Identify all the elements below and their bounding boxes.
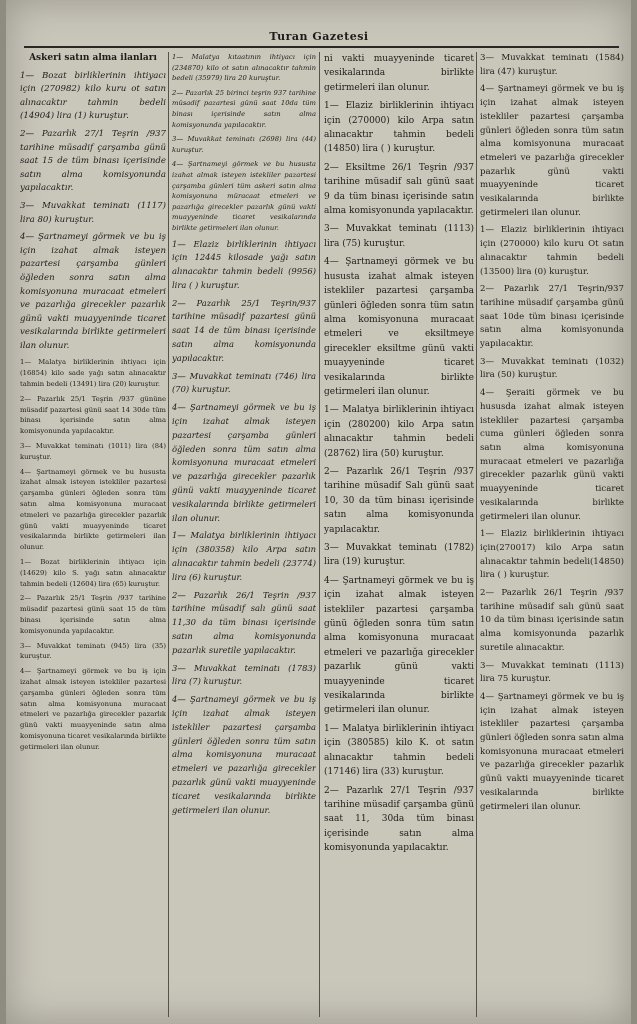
notice-paragraph: 1— Malatya kıtaatının ihtiyacı için (234870) kilo ot satın alınacaktır tahmin bedeli (35979) lira 20 kuruştur. (172, 53, 316, 83)
notice-paragraph: 1— Malatya birliklerinin ihtiyacı için (380358) kilo Arpa satın alınacaktır tahmin bedeli (23774) lira (6) kuruştur. (172, 530, 316, 582)
notice-paragraph: 3— Muvakkat teminatı (2698) lira (44) kuruştur. (172, 135, 316, 154)
notice-paragraph: 2— Pazarlık 25 birinci teşrin 937 tarihine müsadif pazartesi günü saat 10da tüm binası içerisinde satın alma komisyonunda yapılacaktır. (172, 88, 316, 129)
column-2 (172, 52, 316, 1022)
column-divider (168, 52, 169, 1017)
notice-paragraph: 4— Şartnameyi görmek ve bu iş için izahat almak isteyen istekliler pazartesi çarşamba günü öğleden sonra tüm satın alma komisyonuna muracaat etmeleri ve pazarlığa girecekler pazarlık günü vakti muayyeninde ticaret vesikalarında birlikte getirmeleri ilan olunur. (324, 575, 474, 716)
notice-paragraph: 2— Pazarlık 27/1 Teşrin /937 tarihine müsadif çarşamba günü saat 11, 30da tüm binası içerisinde satın alma komisyonunda yapılacaktır. (324, 785, 474, 854)
notice-paragraph: ni vakti muayyeninde ticaret vesikalarında birlikte getirmeleri ilan olunur. (324, 54, 474, 93)
notice-paragraph: 4— Şartnameyi görmek ve bu hususta izahat almak isteyen istekliler pazartesi çarşamba günleri öğleden sonra tüm satın alma komisyonuna muracaat etmeleri ve pazarlığa girecekler pazarlık günü vakti muayyeninde ticaret vesikalarında birlikte getirmeleri ilan olunur. (20, 467, 166, 552)
notice-paragraph: 4— Şartnameyi görmek ve bu iş için izahat almak isteyen pazartesi çarşamba günleri öğleden sonra tüm satın alma komisyonuna muracaat etmeleri ve pazarlığa girecekler pazarlık günü vakti muayyeninde ticaret vesikalarında birlikte getirmeleri ilan olunur. (172, 402, 316, 523)
notice-paragraph: 4— Şartnameyi görmek ve bu hususta izahat almak isteyen istekliler pazartesi çarşamba günleri tüm askeri satın alma komisyonuna müracaat etmeleri ve pazarlığa girecekler pazarlık günü vakti muayyeninde ticaret vesikalarında birlikte getirmeleri ilan olunur. (172, 160, 316, 232)
notice-paragraph: 3— Muvakkat teminatı (1113) lira (75) kuruştur. (324, 224, 474, 249)
notice-paragraph: 4— Şartnameyi görmek ve bu iş için izahat almak isteyen istekliler pazartesi çarşamba günleri öğleden sonra satın alma komisyonuna muracaat etmeleri ve pazarlığa girecekler pazarlık günü vakti muayyeninde ticaret vesikalarında birlikte getirmeleri ilan olunur. (480, 691, 624, 812)
column-divider (319, 52, 320, 1017)
notice-paragraph: 3— Muvakkat teminatı (1117) lira 80) kuruştur. (20, 200, 166, 225)
notice-paragraph: 1— Malatya birliklerinin ihtiyacı için (16854) kilo sade yağı satın alınacaktır tahmin bedeli (13491) lira (20) kuruştur. (20, 358, 166, 389)
notice-paragraph: 4— Şartnameyi görmek ve bu hususta izahat almak isteyen istekliler pazartesi çarşamba günleri öğleden sonra tüm satın alma komisyonuna muracaat etmeleri ve eksiltmeye girecekler eksiltme günü vakti muayyeninde ticaret vesikalarında birlikte getirmeleri ilan olunur. (324, 257, 474, 397)
notice-paragraph: 3— Muvakkat teminatı (1113) lira 75 kuruştur. (480, 660, 624, 685)
notice-paragraph: 3— Muvakkat teminatı (1782) lira (19) kuruştur. (324, 543, 474, 568)
masthead-rule (24, 46, 619, 48)
notice-paragraph: 3— Muvakkat teminatı (746) lira (70) kuruştur. (172, 370, 316, 395)
notice-paragraph: 1— Bozat birliklerinin ihtiyacı için (14629) kilo S. yağı satın alınacaktır tahmin bedeli (12604) lira (65) kuruştur. (20, 558, 166, 588)
notice-paragraph: 3— Muvakkat teminatı (1011) lira (84) kuruştur. (20, 442, 166, 461)
notice-paragraph: 2— Pazarlık 25/1 Teşrin /937 tarihine müsadif pazartesi günü saat 15 de tüm binası içerisinde satın alma komisyonunda yapılacaktır. (20, 594, 166, 635)
notice-paragraph: 4— Şartnameyi görmek ve bu iş için izahat almak isteyen istekliler pazartesi çarşamba günleri öğleden sonra tüm satın alma komisyonuna muracaat etmeleri ve pazarlığa girecekler pazarlık günü vakti muayyeninde ticaret vesikalarında birlikte getirmeleri ilan olunur. (480, 84, 624, 218)
notice-paragraph: 1— Elaziz birliklerinin ihtiyacı için (270000) kilo kuru Ot satın alınacaktır tahmin bedeli (13500) lira (0) kuruştur. (480, 225, 624, 277)
notice-paragraph: 3— Muvakkat teminatı (1783) lira (7) kuruştur. (172, 662, 316, 687)
newspaper-page (6, 0, 631, 1024)
notice-paragraph: 1— Malatya birliklerinin ihtiyacı için (380585) kilo K. ot satın alınacaktır tahmin bedeli (17146) lira (33) kuruştur. (324, 723, 474, 778)
notice-paragraph: 1— Elaziz birliklerinin ihtiyacı için 12445 kilosade yağı satın alınacaktır tahmin bedeli (9956) lira ( ) kuruştur. (172, 238, 316, 290)
notice-paragraph: 2— Pazarlık 25/1 Teşrin /937 gününe müsadif pazartesi günü saat 14 30de tüm binası içerisinde satın alma komisyonunda yapılacaktır. (20, 394, 166, 436)
notice-paragraph: 2— Pazarlık 27/1 Teşrin/937 tarihine müsadif çarşamba günü saat 10de tüm binası içerisinde satın alma komisyonunda yapılacaktır. (480, 284, 624, 350)
notice-paragraph: 3— Muvakkat teminatı (945) lira (35) kuruştur. (20, 641, 166, 661)
notice-paragraph: 3— Muvakkat teminatı (1584) lira (47) kuruştur. (480, 53, 624, 77)
notice-paragraph: 1— Elaziz birliklerinin ihtiyacı için (270000) kilo Arpa satın alınacaktır tahmin bedeli (14850) lira ( ) kuruştur. (324, 101, 474, 155)
column-4 (480, 52, 624, 1022)
column-3 (324, 52, 474, 1022)
notice-paragraph: 4— Şartnameyi görmek ve bu iş için izahat almak isteyen istekliler pazartesi çarşamba günleri öğleden sonra tüm satın alma komisyonuna muracaat etmeleri ve pazarlığa girecekler pazarlık günü vakti muayyeninde ticaret vesikalarında birlikte getirmeleri ilan olunur. (172, 694, 316, 815)
notice-paragraph: 2— Pazarlık 25/1 Teşrin/937 tarihine müsadif pazartesi günü saat 14 de tüm binası içerisinde satın alma komisyonunda yapılacaktır. (172, 297, 316, 363)
notice-paragraph: 1— Bozat birliklerinin ihtiyacı için (270982) kilo kuru ot satın alınacaktır tahmin bedeli (14904) lira (1) kuruştur. (20, 70, 166, 122)
notice-paragraph: 3— Muvakkat teminatı (1032) lira (50) kuruştur. (480, 356, 624, 381)
notice-paragraph: 1— Elaziz birliklerinin ihtiyacı için(270017) kilo Arpa satın alınacaktır tahmin bedeli(14850) lira ( ) kuruştur. (480, 529, 624, 581)
column-1 (20, 52, 166, 1022)
notice-paragraph: 2— Eksiltme 26/1 Teşrin /937 tarihine müsadif salı günü saat 9 da tüm binası içerisinde satın alma komisyonunda yapılacaktır. (324, 162, 474, 217)
column-divider (476, 52, 477, 1017)
notice-paragraph: 4— Şartnameyi görmek ve bu iş için izahat almak isteyen pazartesi çarşamba günleri öğleden sonra satın alma komisyonuna muracaat etmeleri ve pazarlığa girecekler pazarlık günü vakti muayyeninde ticaret vesikalarında birlikte getirmeleri ilan olunur. (20, 232, 166, 351)
notice-paragraph: 4— Şeraiti görmek ve bu hususda izahat almak isteyen istekliler pazartesi çarşamba cuma günleri öğleden sonra satın alma komisyonuna muracaat etmeleri ve pazarlığa girecekler pazarlık günü vakti muayyeninde ticaret vesikalarında birlikte getirmeleri ilan olunur. (480, 388, 624, 522)
masthead: Turan Gazetesi (269, 30, 369, 43)
notice-paragraph: 1— Malatya birliklerinin ihtiyacı için (280200) kilo Arpa satın alınacaktır tahmin bedeli (28762) lira (50) kuruştur. (324, 405, 474, 459)
notice-paragraph: 2— Pazarlık 27/1 Teşrin /937 tarihine müsadif çarşamba günü saat 15 de tüm binası içerisinde satın alma komisyonunda yapılacaktır. (20, 128, 166, 194)
notice-paragraph: 2— Pazarlık 26/1 Teşrin /937 tarihine müsadif Salı günü saat 10, 30 da tüm binası içerisinde satın alma komisyonunda yapılacaktır. (324, 466, 474, 535)
notice-paragraph: 2— Pazarlık 26/1 Teşrin /937 tarihine müsadif salı günü saat 10 da tüm binası içerisinde satın alma komisyonunda pazarlık suretile alınacaktır. (480, 588, 624, 653)
column-header: Askeri satın alma ilanları (29, 53, 157, 63)
notice-paragraph: 2— Pazarlık 26/1 Teşrin /937 tarihine müsadif salı günü saat 11,30 da tüm binası içerisinde satın alma komisyonunda pazarlık suretile yapılacaktır. (172, 589, 316, 655)
notice-paragraph: 4— Şartnameyi görmek ve bu iş için izahat almak isteyen istekliler pazartesi çarşamba günleri öğleden sonra tüm satın alma komisyonuna muracaat etmeleri ve pazarlığa girecekler pazarlık günü vakti muayyeninde satın alma komisyonuna ticaret vesikalarında birlikte getirmeleri ilan olunur. (20, 667, 166, 751)
